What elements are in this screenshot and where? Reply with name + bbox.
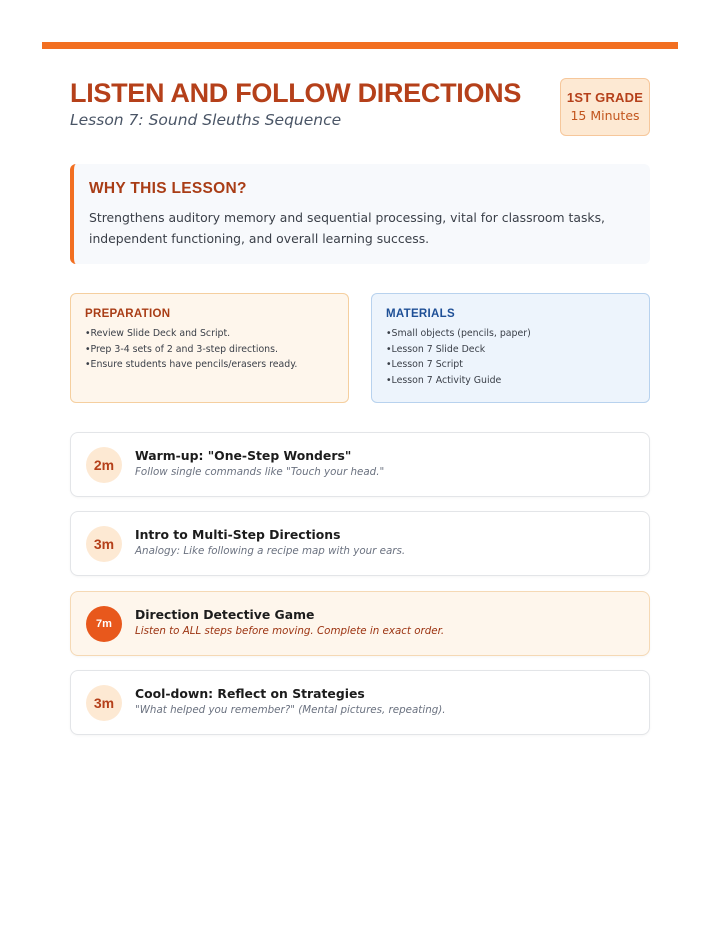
materials-list bbox=[386, 326, 635, 389]
list-item: • Lesson 7 Script bbox=[386, 357, 635, 373]
list-item: • Review Slide Deck and Script. bbox=[85, 326, 334, 342]
step-title: Intro to Multi-Step Directions bbox=[135, 527, 341, 542]
step-time-badge: 2m bbox=[86, 447, 122, 483]
step-card-intro bbox=[70, 511, 650, 576]
step-title: Warm-up: "One-Step Wonders" bbox=[135, 448, 352, 463]
list-item: • Lesson 7 Activity Guide bbox=[386, 373, 635, 389]
list-item: • Ensure students have pencils/erasers ready. bbox=[85, 357, 334, 373]
preparation-card bbox=[70, 293, 349, 403]
step-card-warm-up bbox=[70, 432, 650, 497]
step-description: Listen to ALL steps before moving. Complete in exact order. bbox=[135, 625, 445, 637]
step-description: Follow single commands like "Touch your head." bbox=[135, 466, 385, 478]
step-card-game bbox=[70, 591, 650, 656]
preparation-heading: PREPARATION bbox=[85, 308, 171, 320]
page-title: LISTEN AND FOLLOW DIRECTIONS bbox=[70, 78, 522, 108]
step-time-badge: 7m bbox=[86, 606, 122, 642]
preparation-list bbox=[85, 326, 334, 373]
step-time-badge: 3m bbox=[86, 526, 122, 562]
duration-label: 15 Minutes bbox=[570, 108, 640, 123]
top-accent-bar bbox=[42, 42, 678, 49]
grade-label: 1ST GRADE bbox=[566, 90, 644, 105]
list-item: • Small objects (pencils, paper) bbox=[386, 326, 635, 342]
step-description: Analogy: Like following a recipe map with your ears. bbox=[135, 545, 406, 557]
materials-heading: MATERIALS bbox=[386, 308, 455, 320]
step-title: Direction Detective Game bbox=[135, 607, 315, 622]
step-card-cool-down bbox=[70, 670, 650, 735]
grade-badge bbox=[560, 78, 650, 136]
step-description: "What helped you remember?" (Mental pictures, repeating). bbox=[135, 704, 446, 716]
lesson-subtitle: Lesson 7: Sound Sleuths Sequence bbox=[70, 111, 342, 129]
step-time-badge: 3m bbox=[86, 685, 122, 721]
step-title: Cool-down: Reflect on Strategies bbox=[135, 686, 365, 701]
list-item: • Prep 3-4 sets of 2 and 3-step directions. bbox=[85, 342, 334, 358]
why-body: Strengthens auditory memory and sequential processing, vital for classroom tasks, independent functioning, and overall learning success. bbox=[89, 210, 605, 246]
list-item: • Lesson 7 Slide Deck bbox=[386, 342, 635, 358]
materials-card bbox=[371, 293, 650, 403]
why-heading: WHY THIS LESSON? bbox=[89, 180, 247, 197]
why-this-lesson-card bbox=[70, 164, 650, 264]
